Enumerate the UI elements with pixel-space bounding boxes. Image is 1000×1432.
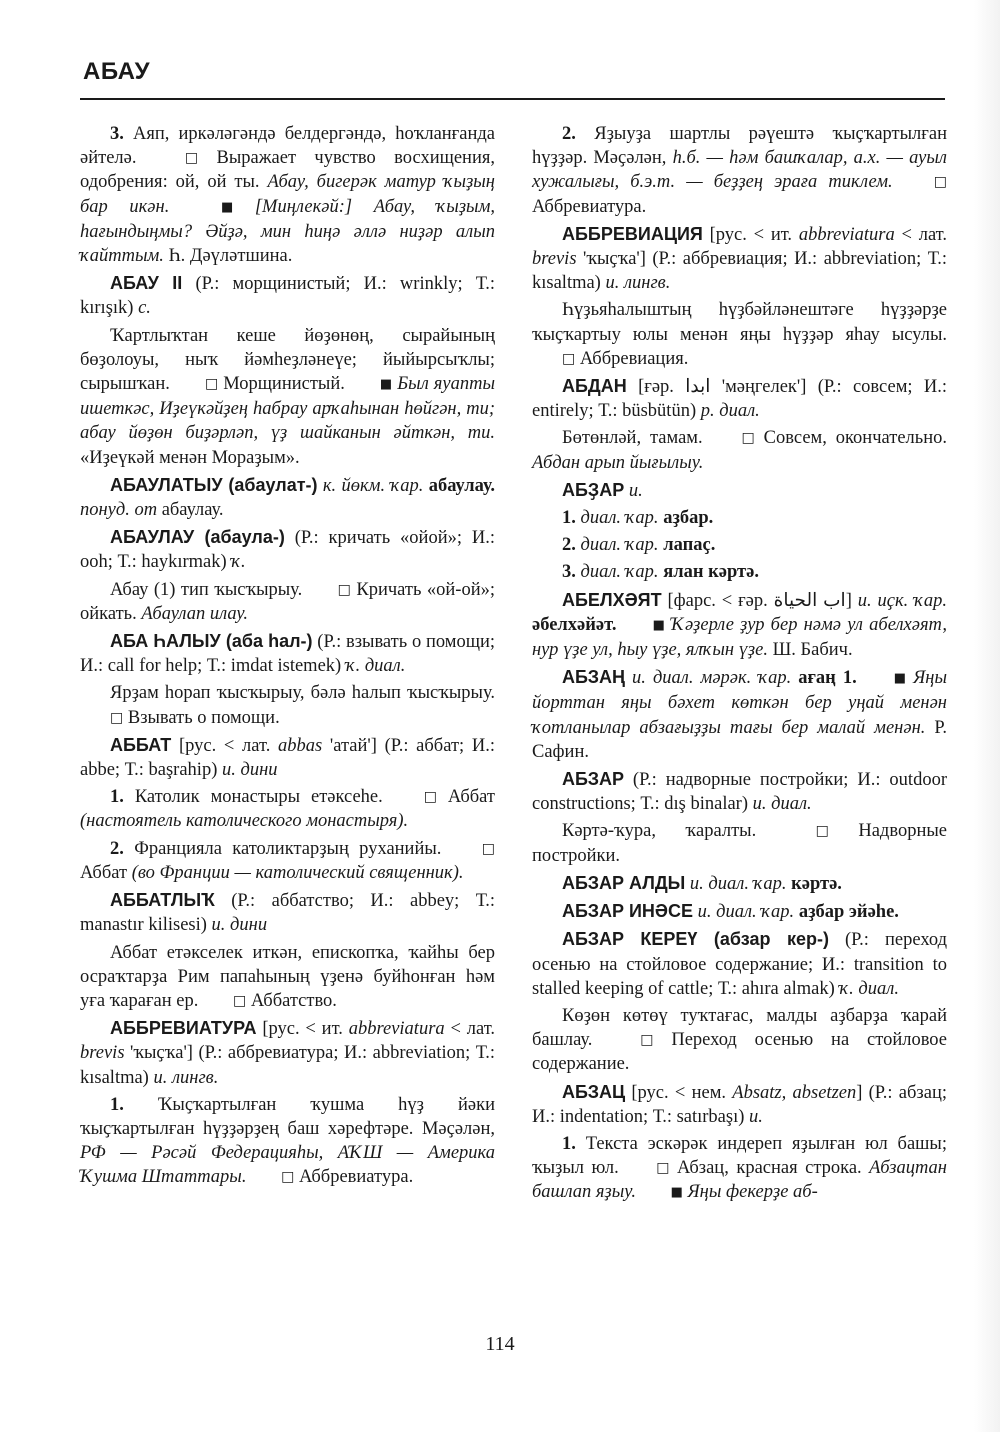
dictionary-paragraph: Абау (1) тип ҡысҡырыу. □ Кричать «ой-ой»; ойкать. Абаулап илау. bbox=[80, 579, 495, 624]
dictionary-paragraph: АБЗАР АЛДЫ и. диал. ҡар. кәртә. bbox=[562, 872, 842, 894]
dictionary-paragraph: АБҘАР и. bbox=[562, 479, 643, 501]
dictionary-paragraph: 2. диал. ҡар. лапаҫ. bbox=[562, 535, 716, 556]
dictionary-paragraph: 1. Ҡыҫҡартылған ҡушма һүҙ йәки ҡыҫҡартылған һүҙҙәрҙең баш хәрефтәре. Мәҫәлән, РФ — Рәсәй Федерацияһы, АҠШ — Америка Ҡушма Штаттары. □ Аббревиатура. bbox=[80, 1094, 495, 1188]
dictionary-paragraph: Көҙөн көтөү туҡтағас, малды аҙбарҙа ҡарай башлау. □ Переход осенью на стойловое содержание. bbox=[532, 1005, 947, 1075]
dictionary-paragraph: АБЗАҢ и. диал. мәрәк. ҡар. ағаң 1. ■ Яңы йорттан яңы бәхет көткән бер уңай менән ҡотланылар абзағыҙҙы тағы бер малай менән. Р. Сафин. bbox=[532, 667, 948, 762]
dictionary-paragraph: Ярҙам һорап ҡысҡырыу, бәлә һалып ҡысҡырыу. □ Взывать о помощи. bbox=[110, 683, 495, 728]
dictionary-paragraph: АБЗАР КЕРЕҮ (абзар кер-) (Р.: переход осенью на стойловое содержание; И.: transition to stalled keeping of cattle; Т.: ahıra almak) ҡ. диал. bbox=[532, 929, 948, 999]
dictionary-paragraph: АБАУ II (Р.: морщинистый; И.: wrinkly; Т.: kırışık) с. bbox=[80, 273, 495, 319]
dictionary-paragraph: Һүҙьяһалыштың һүҙбәйләнештәге һүҙҙәрҙе ҡыҫҡартыу юлы менән яңы һүҙҙәр яһау ысулы. □ Аббревиация. bbox=[532, 300, 947, 369]
dictionary-paragraph: АБЕЛХӘЯТ [фарс. < ғәр. اب الحياة] и. иҫк. ҡар. әбелхәйәт. ■ Ҡәҙерле ҙур бер нәмә ул абелхәят, нур үҙе ул, һыу үҙе, ялҡын үҙе. Ш. Бабич. bbox=[532, 589, 947, 661]
dictionary-paragraph: Аббат етәкселек иткән, епископҡа, ҡайһы бер осраҡтарҙа Рим папаһының үҙенә буйһонған һәм уға ҡараған ер. □ Аббатство. bbox=[80, 942, 495, 1011]
dictionary-paragraph: 2. Яҙыуҙа шартлы рәүештә ҡыҫҡартылған һүҙҙәр. Мәҫәлән, һ.б. — һәм башҡалар, а.х. — ауыл хужалығы, б.э.т. — беҙҙең эраға тиклем. □ Аббревиатура. bbox=[532, 124, 947, 217]
dictionary-paragraph: АБАУЛАУ (абаула-) (Р.: кричать «ойой»; И.: ooh; Т.: haykırmak) ҡ. bbox=[80, 527, 495, 573]
dictionary-paragraph: 3. Аяп, иркәләгәндә белдергәндә, һоҡланғанда әйтелә. □ Выражает чувство восхищения, одобрения: ой, ой ты. Абау, бигерәк матур ҡыҙың бар икән. ■ [Миңлекәй:] Абау, ҡыҙым, һағындыңмы? Әйҙә, мин һиңә әллә ниҙәр алып ҡайттым. Һ. Дәүләтшина. bbox=[80, 124, 496, 267]
dictionary-paragraph: АБАУЛАТЫУ (абаулат-) к. йөкм. ҡар. абаулау. понуд. от абаулау. bbox=[80, 474, 496, 521]
page-edge-shadow bbox=[974, 0, 1000, 1432]
dictionary-paragraph: 1. диал. ҡар. аҙбар. bbox=[562, 508, 714, 529]
dictionary-paragraph: АБА ҺАЛЫУ (аба һал-) (Р.: взывать о помощи; И.: call for help; Т.: imdat istemek) ҡ. диал. bbox=[80, 631, 495, 677]
dictionary-paragraph: АББАТ [рус. < лат. abbas 'атай'] (Р.: аббат; И.: abbe; Т.: başrahip) и. дини bbox=[80, 734, 495, 781]
dictionary-paragraph: АБЗАЦ [рус. < нем. Absatz, absetzen] (Р.: абзац; И.: indentation; Т.: satırbaşı) и. bbox=[532, 1081, 947, 1127]
page-number: 114 bbox=[485, 1333, 515, 1355]
dictionary-paragraph: 1. Католик монастыры етәксеһе. □ Аббат (настоятель католического монастыря). bbox=[80, 787, 495, 832]
running-header: АБАУ bbox=[83, 58, 151, 85]
dictionary-paragraph: АБЗАР (Р.: надворные постройки; И.: outdoor constructions; Т.: dış binalar) и. диал. bbox=[532, 769, 947, 815]
dictionary-paragraph: 2. Францияла католиктарҙың руханийы. □ Аббат (во Франции — католический священник). bbox=[80, 838, 495, 883]
right-column bbox=[532, 122, 947, 1209]
left-column bbox=[80, 122, 495, 1193]
dictionary-paragraph: Бөтөнләй, тамам. □ Совсем, окончательно. Абдан арып йығылыу. bbox=[532, 428, 947, 473]
dictionary-paragraph: АББАТЛЫҠ (Р.: аббатство; И.: abbey; Т.: manastır kilisesi) и. дини bbox=[80, 890, 495, 936]
dictionary-paragraph: АБЗАР ИНӘСЕ и. диал. ҡар. аҙбар эйәһе. bbox=[562, 901, 899, 923]
header-rule bbox=[80, 98, 945, 100]
dictionary-paragraph: АББРЕВИАЦИЯ [рус. < ит. abbreviatura < лат. brevis 'ҡыҫҡа'] (Р.: аббревиация; И.: abbreviation; Т.: kısaltma) и. лингв. bbox=[532, 223, 947, 294]
dictionary-paragraph: 1. Текста эскәрәк индереп яҙылған юл башы; ҡыҙыл юл. □ Абзац, красная строка. Абзацтан башлап яҙыу. ■ Яңы фекерҙе аб- bbox=[532, 1133, 947, 1203]
dictionary-paragraph: АБДАН [ғәр. ابدا 'мәңгелек'] (Р.: совсем; И.: entirely; Т.: büsbütün) р. диал. bbox=[532, 376, 947, 422]
dictionary-paragraph: Кәртә-ҡура, ҡаралты. □ Надворные постройки. bbox=[532, 821, 947, 866]
dictionary-paragraph: АББРЕВИАТУРА [рус. < ит. abbreviatura < лат. brevis 'ҡыҫҡа'] (Р.: аббревиатура; И.: abbreviation; Т.: kısaltma) и. лингв. bbox=[80, 1018, 496, 1088]
dictionary-paragraph: 3. диал. ҡар. ялан кәртә. bbox=[562, 562, 759, 583]
dictionary-paragraph: Ҡартлыҡтан кеше йөҙөнөң, сырайының бөҙолоуы, ныҡ йәмһеҙләнеүе; йыйырсыҡлы; сырышҡан. □ Морщинистый. ■ Был яуапты ишеткәс, Иҙеүкәйҙең һабрау арҡаһынан һөйгән, ти; абау йөҙөн биҙәрләп, үҙ шайканын әйткән, ти. «Иҙеүкәй менән Мораҙым». bbox=[80, 325, 495, 468]
